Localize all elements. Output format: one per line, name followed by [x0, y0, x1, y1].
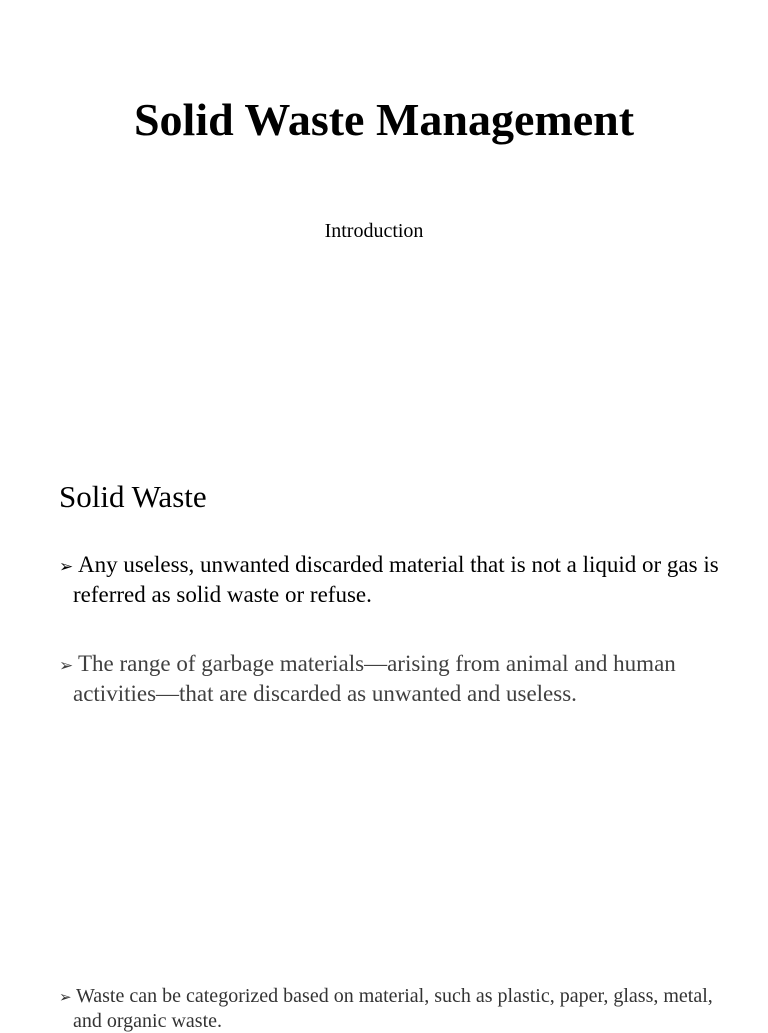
bullet-text: Any useless, unwanted discarded material that is not a liquid or gas is referred as solid waste or refuse. [73, 552, 719, 607]
bullet-item-range [59, 650, 733, 707]
section-heading: Solid Waste [59, 479, 207, 514]
arrow-bullet-icon: ➢ [59, 557, 74, 577]
bullet-text: The range of garbage materials—arising from animal and human activities—that are discarded as unwanted and useless. [73, 651, 676, 706]
slide-title: Solid Waste Management [133, 94, 635, 145]
bullet-item-categories [59, 984, 713, 1033]
arrow-bullet-icon: ➢ [59, 656, 74, 676]
bullet-item-definition [59, 551, 733, 608]
bullet-text: Waste can be categorized based on material, such as plastic, paper, glass, metal, and organic waste. [73, 985, 713, 1032]
slide-subtitle: Introduction [324, 220, 424, 242]
arrow-bullet-icon: ➢ [59, 988, 72, 1006]
